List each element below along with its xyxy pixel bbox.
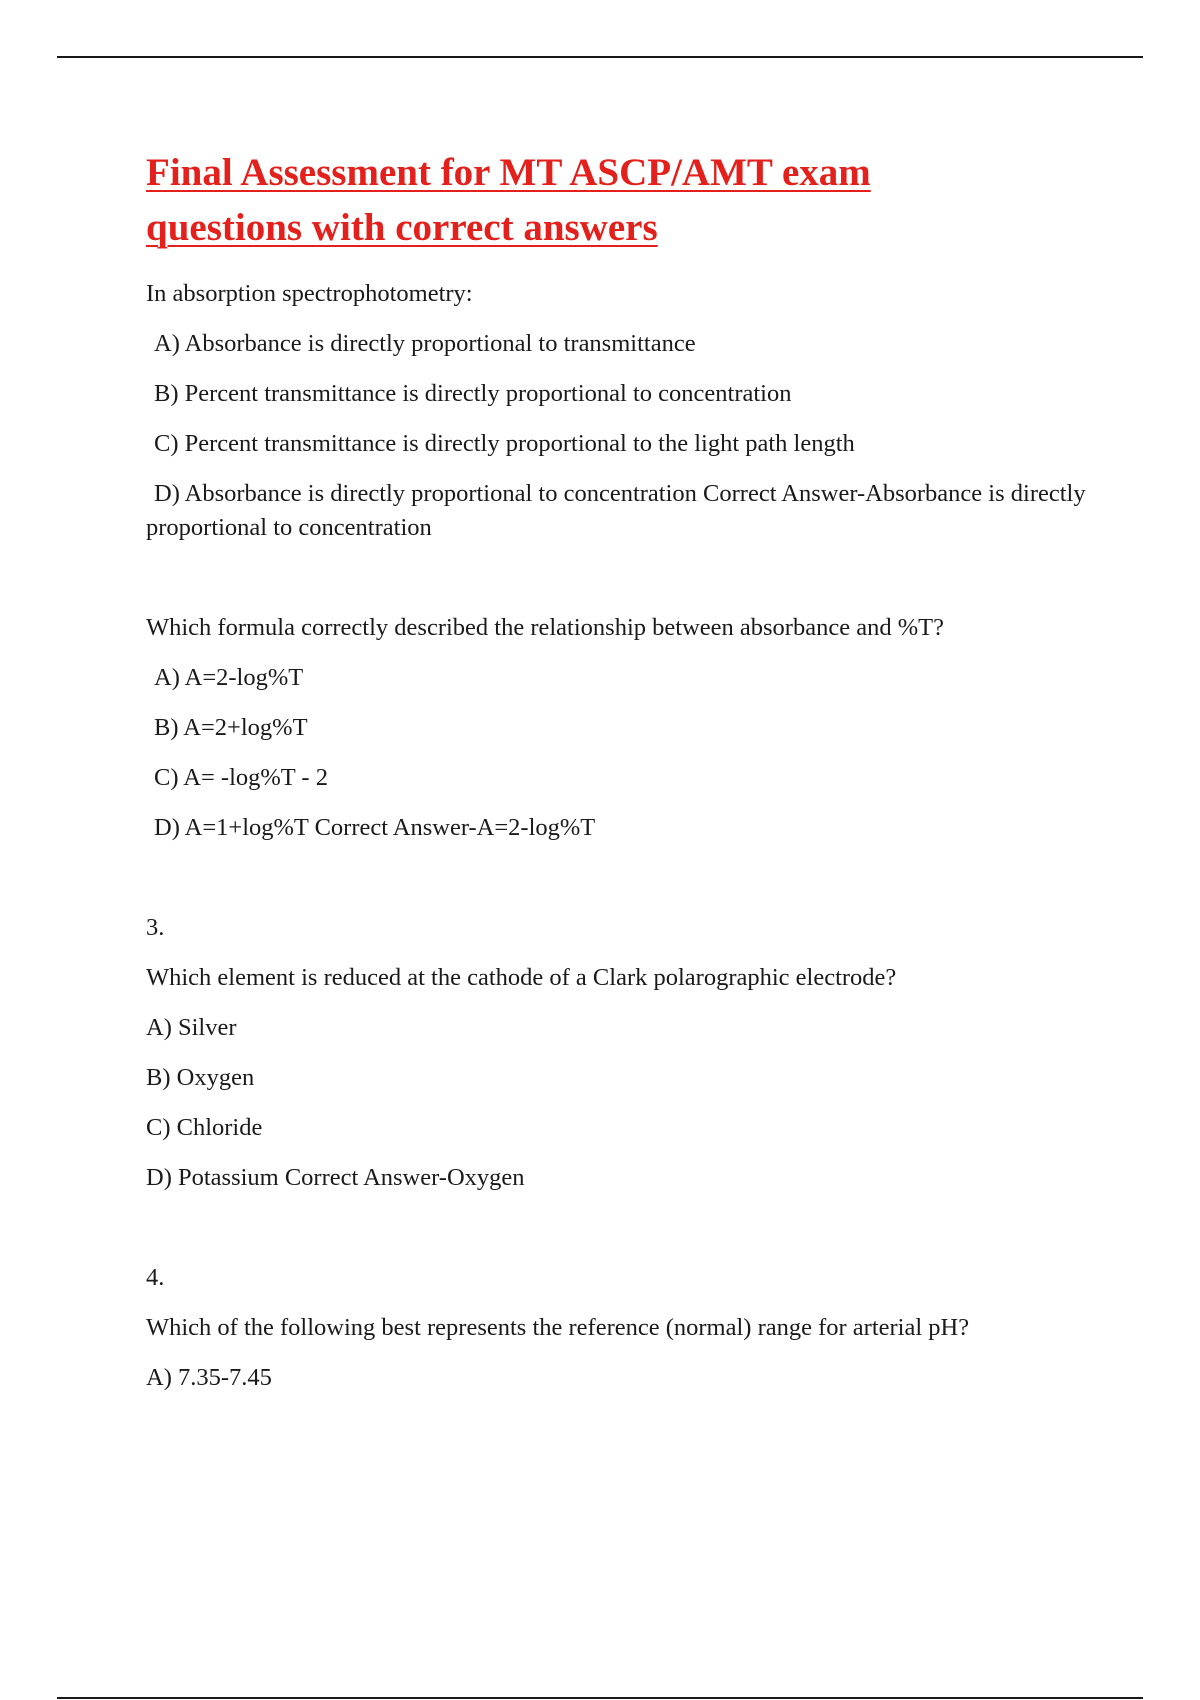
question-stem: Which formula correctly described the relationship between absorbance and %T? — [146, 614, 944, 641]
option-d-with-answer: D) A=1+log%T Correct Answer-A=2-log%T — [154, 814, 596, 841]
question-2 — [146, 611, 1106, 845]
option-c: C) Chloride — [146, 1114, 263, 1141]
document-title — [146, 145, 1106, 255]
title-line-1: Final Assessment for MT ASCP/AMT exam — [146, 151, 871, 194]
option-a: A) Absorbance is directly proportional to transmittance — [154, 330, 696, 357]
question-number: 3. — [146, 914, 165, 941]
option-d-with-answer: D) Absorbance is directly proportional to concentration Correct Answer-Absorbance is directly proportional to concentration — [146, 480, 1086, 541]
question-3 — [146, 911, 1106, 1195]
option-c: C) Percent transmittance is directly proportional to the light path length — [154, 430, 855, 457]
option-a: A) 7.35-7.45 — [146, 1364, 272, 1391]
bottom-rule — [57, 1697, 1143, 1699]
question-1 — [146, 277, 1106, 545]
option-c: C) A= -log%T - 2 — [154, 764, 328, 791]
question-4 — [146, 1261, 1106, 1395]
question-stem: Which of the following best represents the reference (normal) range for arterial pH? — [146, 1314, 970, 1341]
option-b: B) A=2+log%T — [154, 714, 308, 741]
title-line-2: questions with correct answers — [146, 206, 658, 249]
question-number: 4. — [146, 1264, 165, 1291]
question-stem: In absorption spectrophotometry: — [146, 280, 473, 307]
option-d-with-answer: D) Potassium Correct Answer-Oxygen — [146, 1164, 525, 1191]
option-b: B) Oxygen — [146, 1064, 255, 1091]
top-rule — [57, 56, 1143, 58]
option-b: B) Percent transmittance is directly proportional to concentration — [154, 380, 792, 407]
question-stem: Which element is reduced at the cathode of a Clark polarographic electrode? — [146, 964, 897, 991]
option-a: A) Silver — [146, 1014, 237, 1041]
document-body — [146, 145, 1106, 1411]
option-a: A) A=2-log%T — [154, 664, 304, 691]
